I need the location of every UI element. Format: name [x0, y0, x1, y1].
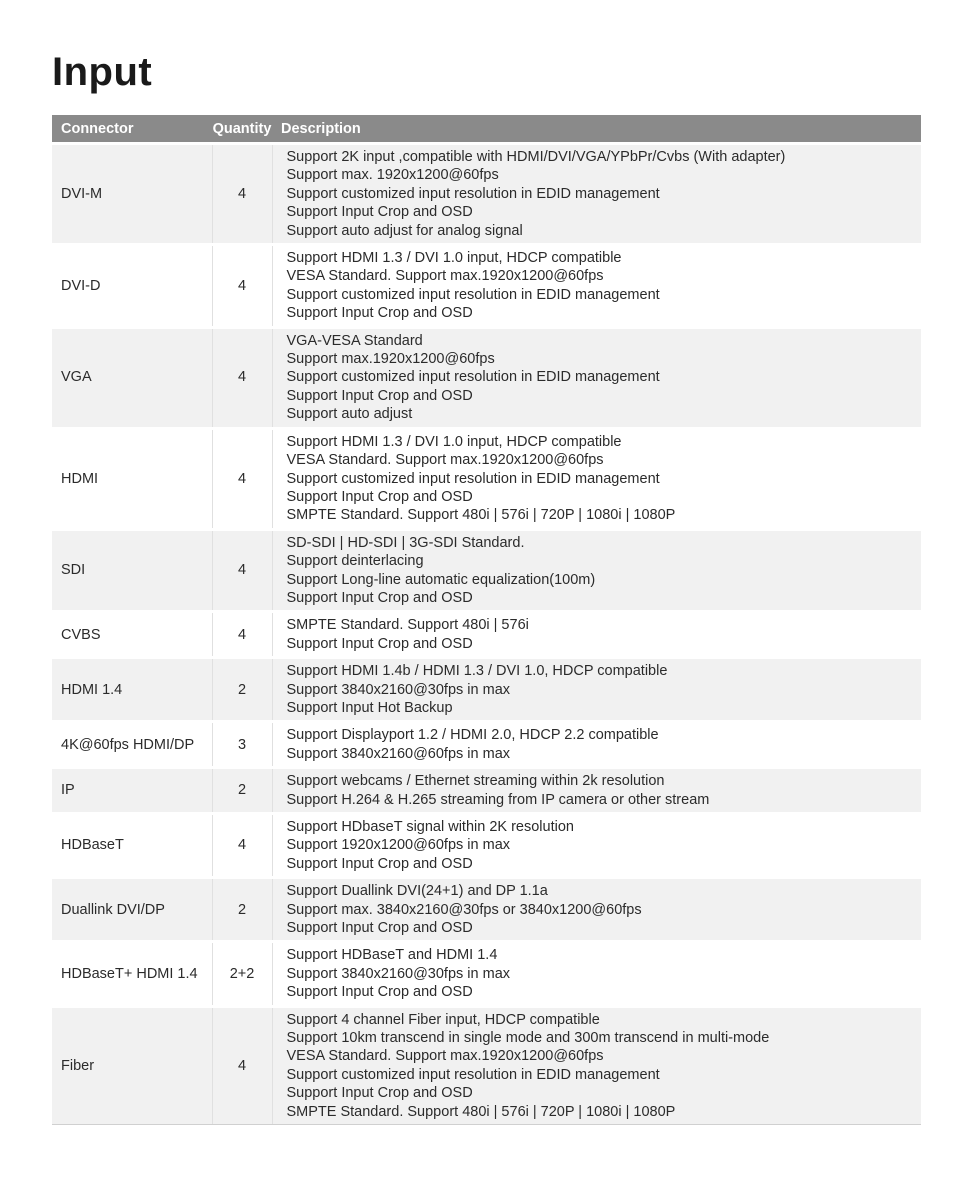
quantity-cell: 2: [212, 658, 272, 722]
description-cell: [272, 245, 921, 328]
table-row: [52, 245, 921, 328]
connector-cell: DVI-M: [52, 144, 212, 245]
column-header-connector: Connector: [52, 115, 212, 144]
description-line: Support HDMI 1.3 / DVI 1.0 input, HDCP compatible: [286, 433, 622, 450]
description-line: Support HDBaseT and HDMI 1.4: [286, 947, 498, 964]
connector-cell: 4K@60fps HDMI/DP: [52, 722, 212, 768]
description-line: Support Input Crop and OSD: [286, 589, 473, 606]
description-line: Support Input Crop and OSD: [286, 920, 473, 937]
description-line: Support Long-line automatic equalization(100m): [286, 571, 596, 588]
description-line: Support 1920x1200@60fps in max: [286, 837, 511, 854]
table-row: [52, 722, 921, 768]
table-row: [52, 1006, 921, 1124]
description-cell: [272, 722, 921, 768]
description-line: Support Input Hot Backup: [286, 699, 453, 716]
description-cell: [272, 144, 921, 245]
description-line: Support HDbaseT signal within 2K resolution: [286, 819, 574, 835]
header-row: [52, 115, 921, 144]
description-cell: [272, 878, 921, 942]
description-cell: [272, 814, 921, 878]
description-line: Support Input Crop and OSD: [286, 305, 473, 322]
quantity-cell: 2+2: [212, 942, 272, 1006]
quantity-cell: 4: [212, 814, 272, 878]
quantity-cell: 4: [212, 428, 272, 529]
description-line: Support Input Crop and OSD: [286, 387, 473, 404]
description-line: Support 3840x2160@60fps in max: [286, 745, 511, 762]
description-line: SMPTE Standard. Support 480i | 576i | 720P | 1080i | 1080P: [286, 507, 676, 524]
description-cell: [272, 529, 921, 612]
description-line: Support max. 3840x2160@30fps or 3840x1200@60fps: [286, 901, 642, 918]
table-row: [52, 144, 921, 245]
description-line: VESA Standard. Support max.1920x1200@60fps: [286, 452, 604, 469]
description-line: VESA Standard. Support max.1920x1200@60fps: [286, 268, 604, 285]
quantity-cell: 4: [212, 529, 272, 612]
description-line: Support 3840x2160@30fps in max: [286, 681, 511, 698]
quantity-cell: 4: [212, 1006, 272, 1124]
quantity-cell: 2: [212, 768, 272, 814]
table-header: [52, 115, 921, 144]
table-body: [52, 144, 921, 1125]
column-header-description: Description: [272, 115, 921, 144]
description-cell: [272, 428, 921, 529]
description-line: Support customized input resolution in EDID management: [286, 1066, 660, 1083]
description-cell: [272, 1006, 921, 1124]
description-line: SMPTE Standard. Support 480i | 576i: [286, 617, 529, 634]
description-cell: [272, 658, 921, 722]
connector-cell: IP: [52, 768, 212, 814]
connector-cell: HDMI: [52, 428, 212, 529]
description-cell: [272, 327, 921, 428]
description-line: Support 4 channel Fiber input, HDCP compatible: [286, 1011, 600, 1028]
description-line: Support 10km transcend in single mode and 300m transcend in multi-mode: [286, 1030, 770, 1047]
quantity-cell: 4: [212, 327, 272, 428]
quantity-cell: 3: [212, 722, 272, 768]
description-line: Support auto adjust: [286, 406, 413, 423]
description-line: Support 3840x2160@30fps in max: [286, 965, 511, 982]
description-line: Support Displayport 1.2 / HDMI 2.0, HDCP 2.2 compatible: [286, 727, 659, 744]
description-line: Support H.264 & H.265 streaming from IP camera or other stream: [286, 791, 710, 808]
table-row: [52, 878, 921, 942]
connector-cell: CVBS: [52, 612, 212, 658]
input-spec-table: [52, 115, 921, 1125]
description-line: Support Input Crop and OSD: [286, 204, 473, 221]
description-line: Support webcams / Ethernet streaming within 2k resolution: [286, 773, 665, 790]
table-row: [52, 529, 921, 612]
quantity-cell: 4: [212, 144, 272, 245]
connector-cell: HDMI 1.4: [52, 658, 212, 722]
description-cell: [272, 942, 921, 1006]
description-line: Support Input Crop and OSD: [286, 855, 473, 872]
table-row: [52, 768, 921, 814]
column-header-quantity: Quantity: [212, 115, 272, 144]
quantity-cell: 4: [212, 245, 272, 328]
table-row: [52, 428, 921, 529]
description-line: SD-SDI | HD-SDI | 3G-SDI Standard.: [286, 534, 525, 551]
description-line: SMPTE Standard. Support 480i | 576i | 720P | 1080i | 1080P: [286, 1103, 676, 1120]
description-line: Support customized input resolution in EDID management: [286, 185, 660, 202]
quantity-cell: 2: [212, 878, 272, 942]
description-line: VGA-VESA Standard: [286, 332, 423, 349]
description-cell: [272, 612, 921, 658]
description-line: Support Input Crop and OSD: [286, 488, 473, 505]
description-line: Support Duallink DVI(24+1) and DP 1.1a: [286, 883, 548, 900]
description-line: Support Input Crop and OSD: [286, 1085, 473, 1102]
description-line: Support HDMI 1.4b / HDMI 1.3 / DVI 1.0, HDCP compatible: [286, 663, 668, 680]
table-row: [52, 658, 921, 722]
connector-cell: Fiber: [52, 1006, 212, 1124]
connector-cell: SDI: [52, 529, 212, 612]
description-line: VESA Standard. Support max.1920x1200@60fps: [286, 1048, 604, 1065]
connector-cell: DVI-D: [52, 245, 212, 328]
quantity-cell: 4: [212, 612, 272, 658]
description-line: Support customized input resolution in EDID management: [286, 286, 660, 303]
description-line: Support customized input resolution in EDID management: [286, 470, 660, 487]
connector-cell: HDBaseT+ HDMI 1.4: [52, 942, 212, 1006]
description-line: Support auto adjust for analog signal: [286, 222, 523, 239]
description-line: Support Input Crop and OSD: [286, 635, 473, 652]
description-cell: [272, 768, 921, 814]
description-line: Support max.1920x1200@60fps: [286, 351, 495, 368]
description-line: Support max. 1920x1200@60fps: [286, 167, 499, 184]
description-line: Support Input Crop and OSD: [286, 984, 473, 1001]
description-line: Support deinterlacing: [286, 553, 424, 570]
connector-cell: Duallink DVI/DP: [52, 878, 212, 942]
connector-cell: HDBaseT: [52, 814, 212, 878]
table-row: [52, 327, 921, 428]
description-line: Support customized input resolution in EDID management: [286, 369, 660, 386]
description-line: Support HDMI 1.3 / DVI 1.0 input, HDCP compatible: [286, 250, 622, 267]
connector-cell: VGA: [52, 327, 212, 428]
description-line: Support 2K input ,compatible with HDMI/DVI/VGA/YPbPr/Cvbs (With adapter): [286, 149, 786, 165]
table-row: [52, 612, 921, 658]
table-row: [52, 814, 921, 878]
table-row: [52, 942, 921, 1006]
page-title: Input: [52, 50, 153, 94]
